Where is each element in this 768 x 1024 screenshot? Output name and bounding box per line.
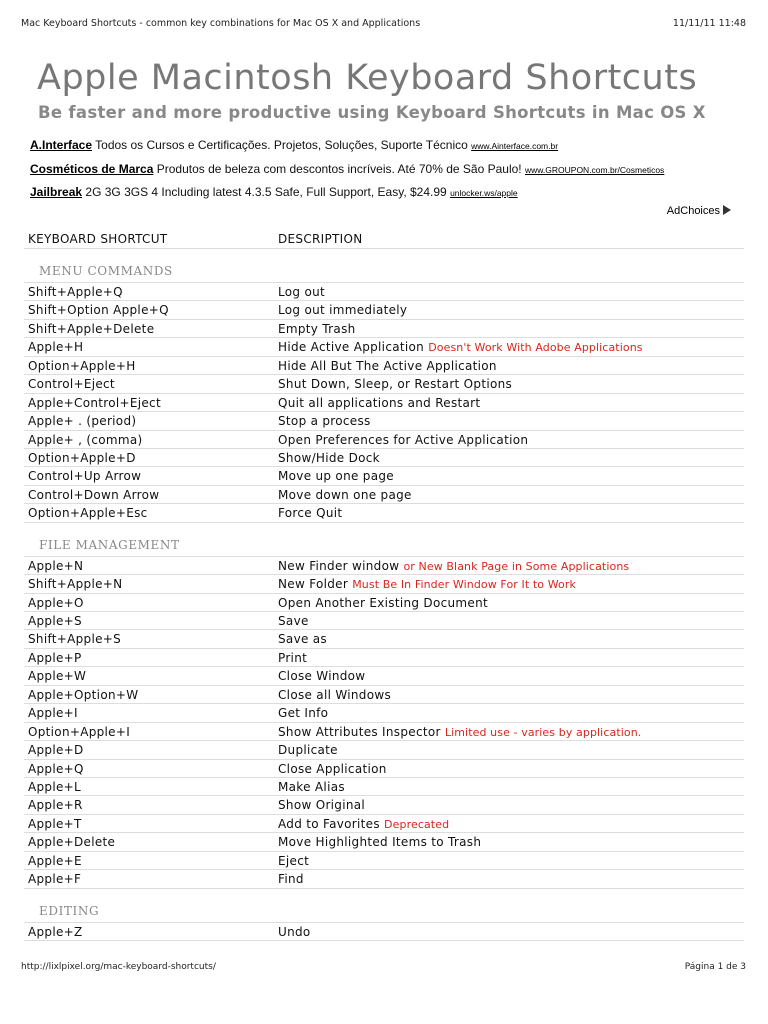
description-text: Move down one page: [278, 487, 412, 502]
shortcut-description: [278, 285, 325, 299]
shortcut-description: [278, 559, 629, 573]
ad-line: [30, 185, 518, 199]
description-text: Close Window: [278, 669, 366, 684]
shortcut-keys: Option+Apple+I: [28, 724, 131, 739]
print-header: [21, 18, 746, 32]
table-row: [24, 320, 744, 338]
description-text: Close Application: [278, 761, 387, 776]
shortcut-keys: Apple+W: [28, 669, 87, 684]
section-header: [24, 249, 744, 283]
description-text: Add to Favorites: [278, 816, 380, 831]
shortcut-description: [278, 762, 387, 776]
table-row: [24, 338, 744, 356]
shortcut-description: [278, 414, 371, 428]
table-header-row: [24, 229, 744, 249]
description-text: Save: [278, 614, 309, 628]
shortcut-keys: Apple+E: [28, 853, 82, 868]
shortcut-description: [278, 396, 480, 410]
shortcut-description: [278, 798, 365, 812]
description-text: Undo: [278, 924, 311, 939]
description-text: Get Info: [278, 706, 329, 721]
print-header-title: Mac Keyboard Shortcuts - common key combinations for Mac OS X and Applications: [21, 18, 421, 29]
shortcut-description: [278, 632, 327, 646]
shortcut-description: [278, 872, 304, 886]
ad-name-link[interactable]: Cosméticos de Marca: [30, 162, 154, 176]
description-text: Hide Active Application: [278, 340, 425, 355]
description-text: Duplicate: [278, 743, 338, 758]
description-note: or New Blank Page in Some Applications: [403, 559, 630, 573]
description-text: Hide All But The Active Application: [278, 358, 497, 373]
shortcut-description: [278, 577, 576, 591]
table-row: [24, 283, 744, 301]
page-subtitle: Be faster and more productive using Keyboard Shortcuts in Mac OS X: [38, 103, 706, 122]
shortcut-description: [278, 725, 641, 739]
shortcut-description: [278, 669, 365, 683]
shortcut-keys: Apple+T: [28, 816, 82, 831]
shortcut-keys: Apple+ . (period): [28, 414, 137, 429]
table-row: [24, 594, 744, 612]
description-text: New Finder window: [278, 558, 400, 573]
description-text: Show/Hide Dock: [278, 450, 380, 465]
description-note: Limited use - varies by application.: [444, 725, 642, 739]
description-text: Show Original: [278, 798, 366, 813]
table-row: [24, 301, 744, 319]
table-row: [24, 667, 744, 685]
ad-text: Produtos de beleza com descontos incríveis. Até 70% de São Paulo!: [156, 162, 522, 176]
shortcut-keys: Option+Apple+Esc: [28, 506, 148, 521]
table-row: [24, 870, 744, 888]
shortcut-description: [278, 688, 391, 702]
table-row: [24, 815, 744, 833]
shortcut-keys: Apple+N: [28, 558, 84, 573]
shortcut-keys: Apple+ , (comma): [28, 432, 143, 447]
description-text: Log out immediately: [278, 303, 408, 318]
shortcut-keys: Shift+Apple+Q: [28, 285, 123, 299]
adchoices-link[interactable]: [667, 205, 731, 217]
table-row: [24, 760, 744, 778]
shortcut-keys: Apple+Q: [28, 761, 84, 776]
shortcut-keys: Apple+Delete: [28, 835, 116, 850]
shortcut-description: [278, 340, 643, 354]
shortcut-keys: Option+Apple+D: [28, 450, 136, 465]
table-row: [24, 557, 744, 575]
shortcut-keys: Option+Apple+H: [28, 358, 136, 373]
shortcut-description: [278, 506, 342, 520]
table-row: [24, 778, 744, 796]
shortcut-description: [278, 743, 338, 757]
adchoices-label: AdChoices: [666, 205, 720, 217]
description-text: Print: [278, 650, 308, 665]
table-row: [24, 833, 744, 851]
shortcut-keys: Apple+S: [28, 614, 82, 628]
footer-url: http://lixlpixel.org/mac-keyboard-shortcuts/: [21, 962, 216, 972]
description-text: Quit all applications and Restart: [278, 395, 481, 410]
shortcut-table: [24, 229, 744, 941]
section-title: FILE MANAGEMENT: [39, 537, 180, 552]
table-row: [24, 852, 744, 870]
shortcut-description: [278, 469, 394, 483]
description-text: Empty Trash: [278, 321, 356, 336]
column-header-shortcut: KEYBOARD SHORTCUT: [28, 232, 168, 246]
shortcut-description: [278, 322, 356, 336]
shortcut-description: [278, 651, 307, 665]
description-text: Open Another Existing Document: [278, 595, 488, 610]
shortcut-keys: Apple+R: [28, 798, 83, 813]
table-row: [24, 686, 744, 704]
shortcut-description: [278, 377, 512, 391]
description-text: Open Preferences for Active Application: [278, 432, 529, 447]
ad-name-link[interactable]: Jailbreak: [30, 185, 83, 199]
shortcut-description: [278, 925, 311, 939]
shortcut-keys: Control+Eject: [28, 377, 115, 392]
table-row: [24, 649, 744, 667]
shortcut-keys: Apple+L: [28, 779, 82, 794]
description-text: Log out: [278, 285, 326, 299]
shortcut-description: [278, 451, 380, 465]
column-header-description: DESCRIPTION: [278, 232, 363, 246]
description-text: Shut Down, Sleep, or Restart Options: [278, 377, 513, 392]
table-row: [24, 394, 744, 412]
ad-text: Todos os Cursos e Certificações. Projetos, Soluções, Suporte Técnico: [95, 138, 468, 152]
table-row: [24, 412, 744, 430]
description-note: Doesn't Work With Adobe Applications: [428, 341, 643, 355]
description-text: Save as: [278, 632, 327, 647]
description-note: Must Be In Finder Window For It to Work: [352, 578, 576, 592]
section-title: EDITING: [39, 903, 100, 918]
shortcut-keys: Apple+Control+Eject: [28, 395, 161, 410]
table-row: [24, 612, 744, 630]
table-row: [24, 704, 744, 722]
shortcut-keys: Shift+Apple+N: [28, 577, 123, 592]
table-row: [24, 486, 744, 504]
section-header: [24, 889, 744, 923]
ad-url-link[interactable]: www.GROUPON.com.br/Cosmeticos: [524, 165, 665, 175]
shortcut-description: [278, 433, 528, 447]
shortcut-keys: Shift+Apple+S: [28, 632, 122, 647]
ad-text: 2G 3G 3GS 4 Including latest 4.3.5 Safe, Full Support, Easy, $24.99: [85, 185, 447, 199]
ad-line: [30, 162, 664, 176]
description-note: Deprecated: [384, 817, 450, 831]
print-footer: [21, 962, 746, 976]
adchoices-icon: [723, 205, 731, 215]
description-text: Find: [278, 872, 304, 887]
shortcut-description: [278, 817, 449, 831]
description-text: Move up one page: [278, 469, 394, 484]
shortcut-description: [278, 780, 345, 794]
shortcut-keys: Control+Down Arrow: [28, 487, 160, 502]
description-text: Close all Windows: [278, 687, 392, 702]
description-text: Stop a process: [278, 414, 371, 429]
table-row: [24, 431, 744, 449]
shortcut-description: [278, 835, 481, 849]
table-row: [24, 575, 744, 593]
shortcut-keys: Apple+Z: [28, 924, 83, 939]
shortcut-description: [278, 303, 407, 317]
shortcut-keys: Control+Up Arrow: [28, 469, 142, 484]
shortcut-description: [278, 854, 309, 868]
description-text: Force Quit: [278, 506, 343, 521]
table-row: [24, 630, 744, 648]
shortcut-keys: Apple+O: [28, 595, 84, 610]
description-text: Move Highlighted Items to Trash: [278, 835, 482, 850]
table-row: [24, 375, 744, 393]
description-text: Make Alias: [278, 779, 345, 794]
section-header: [24, 523, 744, 557]
shortcut-keys: Apple+F: [28, 872, 82, 887]
table-row: [24, 796, 744, 814]
ad-line: [30, 138, 558, 152]
shortcut-description: [278, 488, 412, 502]
table-row: [24, 723, 744, 741]
description-text: Show Attributes Inspector: [278, 724, 441, 739]
shortcut-description: [278, 614, 309, 628]
section-title: MENU COMMANDS: [39, 264, 173, 278]
shortcut-keys: Shift+Apple+Delete: [28, 321, 155, 336]
shortcut-description: [278, 596, 488, 610]
page-title: Apple Macintosh Keyboard Shortcuts: [37, 58, 698, 98]
shortcut-keys: Apple+Option+W: [28, 687, 139, 702]
shortcut-keys: Apple+D: [28, 743, 84, 758]
ad-url-link[interactable]: unlocker.ws/apple: [450, 188, 518, 198]
shortcut-keys: Apple+P: [28, 650, 82, 665]
shortcut-keys: Shift+Option Apple+Q: [28, 303, 169, 318]
footer-page-number: Página 1 de 3: [684, 962, 746, 972]
table-row: [24, 923, 744, 941]
ad-name-link[interactable]: A.Interface: [30, 138, 93, 152]
table-row: [24, 357, 744, 375]
shortcut-keys: Apple+I: [28, 706, 78, 721]
table-row: [24, 504, 744, 522]
ad-url-link[interactable]: www.Ainterface.com.br: [471, 141, 559, 151]
table-row: [24, 449, 744, 467]
print-header-datetime: 11/11/11 11:48: [672, 18, 746, 29]
description-text: Eject: [278, 853, 310, 868]
table-row: [24, 741, 744, 759]
shortcut-description: [278, 359, 497, 373]
shortcut-keys: Apple+H: [28, 340, 84, 355]
description-text: New Folder: [278, 577, 349, 592]
shortcut-description: [278, 706, 328, 720]
table-row: [24, 467, 744, 485]
